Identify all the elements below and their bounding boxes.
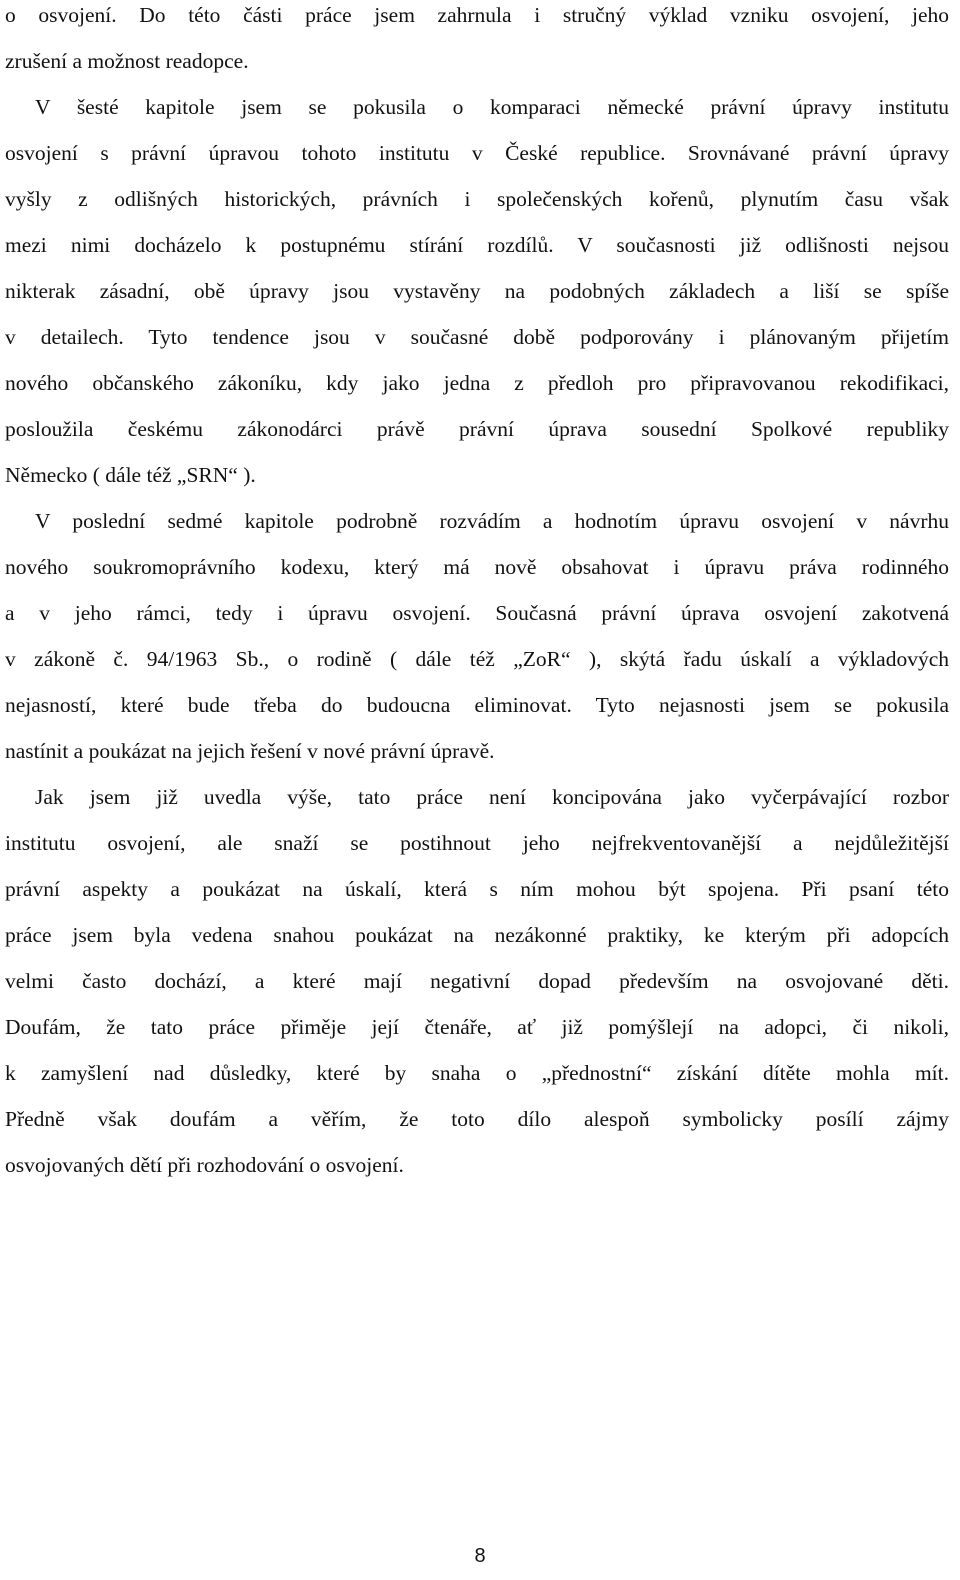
- text-line: nového občanského zákoníku, kdy jako jedna z předloh pro připravovanou rekodifikaci,: [5, 371, 949, 395]
- text-line: práce jsem byla vedena snahou poukázat na nezákonné praktiky, ke kterým při adopcích: [5, 923, 949, 947]
- paragraph-start-line: Jak jsem již uvedla výše, tato práce není koncipována jako vyčerpávající rozbor: [35, 785, 949, 809]
- text-line: osvojení s právní úpravou tohoto institutu v České republice. Srovnávané právní úpravy: [5, 141, 949, 165]
- text-line: k zamyšlení nad důsledky, které by snaha o „přednostní“ získání dítěte mohla mít.: [5, 1061, 949, 1085]
- text-line: Německo ( dále též „SRN“ ).: [5, 463, 256, 487]
- paragraph-start-line: V šesté kapitole jsem se pokusila o komparaci německé právní úpravy institutu: [35, 95, 949, 119]
- text-line: nejasností, které bude třeba do budoucna eliminovat. Tyto nejasnosti jsem se pokusila: [5, 693, 949, 717]
- text-line: institutu osvojení, ale snaží se postihnout jeho nejfrekventovanější a nejdůležitější: [5, 831, 949, 855]
- text-line: právní aspekty a poukázat na úskalí, která s ním mohou být spojena. Při psaní této: [5, 877, 949, 901]
- text-line: v zákoně č. 94/1963 Sb., o rodině ( dále též „ZoR“ ), skýtá řadu úskalí a výkladových: [5, 647, 949, 671]
- text-line: vyšly z odlišných historických, právních i společenských kořenů, plynutím času však: [5, 187, 949, 211]
- text-line: o osvojení. Do této části práce jsem zahrnula i stručný výklad vzniku osvojení, jeho: [5, 3, 949, 27]
- text-line: Doufám, že tato práce přiměje její čtenáře, ať již pomýšlejí na adopci, či nikoli,: [5, 1015, 949, 1039]
- text-line: nastínit a poukázat na jejich řešení v nové právní úpravě.: [5, 739, 495, 763]
- text-line: osvojovaných dětí při rozhodování o osvojení.: [5, 1153, 404, 1177]
- text-line: Předně však doufám a věřím, že toto dílo alespoň symbolicky posílí zájmy: [5, 1107, 949, 1131]
- text-line: nového soukromoprávního kodexu, který má nově obsahovat i úpravu práva rodinného: [5, 555, 949, 579]
- text-line: mezi nimi docházelo k postupnému stírání rozdílů. V současnosti již odlišnosti nejsou: [5, 233, 949, 257]
- text-line: velmi často dochází, a které mají negativní dopad především na osvojované děti.: [5, 969, 949, 993]
- text-line: posloužila českému zákonodárci právě právní úprava sousední Spolkové republiky: [5, 417, 949, 441]
- text-line: nikterak zásadní, obě úpravy jsou vystavěny na podobných základech a liší se spíše: [5, 279, 949, 303]
- text-line: v detailech. Tyto tendence jsou v současné době podporovány i plánovaným přijetím: [5, 325, 949, 349]
- text-line: a v jeho rámci, tedy i úpravu osvojení. Současná právní úprava osvojení zakotvená: [5, 601, 949, 625]
- paragraph-start-line: V poslední sedmé kapitole podrobně rozvádím a hodnotím úpravu osvojení v návrhu: [35, 509, 949, 533]
- text-line: zrušení a možnost readopce.: [5, 49, 249, 73]
- page-number: 8: [474, 1545, 486, 1567]
- document-body: [5, 0, 949, 1196]
